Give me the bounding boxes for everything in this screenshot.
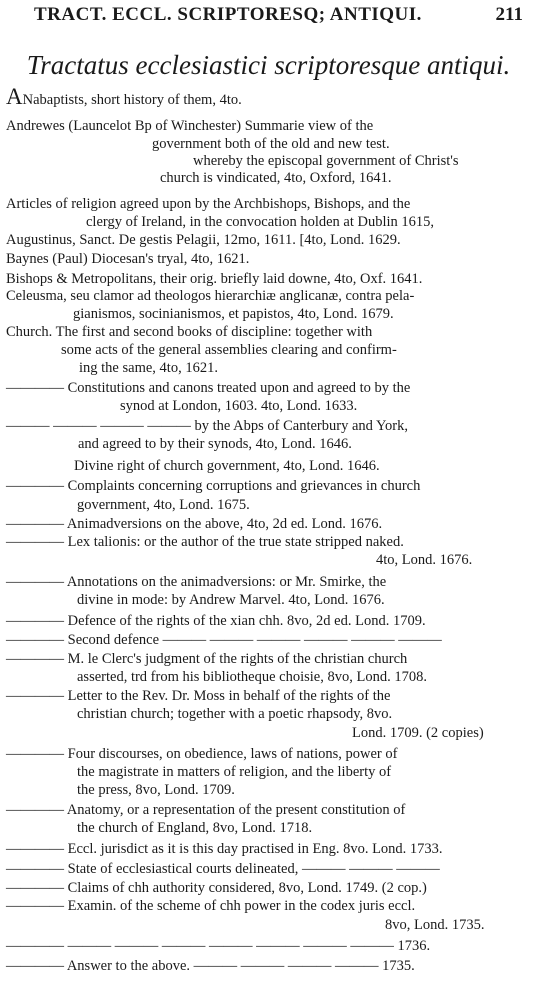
entry-text: Bishops & Metropolitans, their orig. briefly laid downe, 4to, Oxf. 1641. bbox=[6, 271, 423, 287]
entry-line bbox=[73, 306, 394, 323]
entry-text: Lond. 1709. (2 copies) bbox=[352, 725, 484, 741]
entry-line bbox=[6, 841, 443, 858]
entry-line bbox=[6, 478, 420, 495]
entry-line bbox=[6, 898, 415, 915]
entry-line bbox=[6, 651, 407, 668]
entry-text: ———— Constitutions and canons treated upon and agreed to by the bbox=[6, 380, 411, 396]
entry-line bbox=[6, 613, 426, 630]
entry-text: clergy of Ireland, in the convocation holden at Dublin 1615, bbox=[86, 214, 435, 230]
entry-line bbox=[77, 497, 250, 514]
entry-line bbox=[6, 802, 405, 819]
entry-text: synod at London, 1603. 4to, Lond. 1633. bbox=[120, 398, 358, 414]
entry-text: Divine right of church government, 4to, Lond. 1646. bbox=[74, 458, 380, 474]
entry-line bbox=[6, 251, 249, 268]
entry-line bbox=[6, 232, 401, 249]
entry-text: ———— Animadversions on the above, 4to, 2d ed. Lond. 1676. bbox=[6, 516, 383, 532]
entry-line bbox=[352, 725, 484, 742]
entry-text: and agreed to by their synods, 4to, Lond. 1646. bbox=[78, 436, 352, 452]
entry-text: ———— Four discourses, on obedience, laws of nations, power of bbox=[6, 746, 398, 762]
entry-line bbox=[74, 458, 380, 475]
entry-text: the press, 8vo, Lond. 1709. bbox=[77, 782, 235, 798]
entry-line bbox=[6, 688, 390, 705]
entry-text: government, 4to, Lond. 1675. bbox=[77, 497, 250, 513]
entry-text: christian church; together with a poetic rhapsody, 8vo. bbox=[77, 706, 393, 722]
entry-line bbox=[193, 153, 459, 170]
entry-text: ———— Anatomy, or a representation of the present constitution of bbox=[6, 802, 406, 818]
page-number: 211 bbox=[495, 4, 523, 25]
drop-cap: A bbox=[6, 84, 23, 109]
entry-line bbox=[385, 917, 484, 934]
entry-line bbox=[6, 84, 242, 109]
entry-line bbox=[6, 196, 410, 213]
entry-line bbox=[77, 592, 385, 609]
entry-line bbox=[6, 324, 372, 341]
entry-line bbox=[6, 938, 430, 955]
entry-text: the magistrate in matters of religion, and the liberty of bbox=[77, 764, 392, 780]
entry-line bbox=[160, 170, 392, 187]
entry-text: ———— ——— ——— ——— ——— ——— ——— ——— 1736. bbox=[6, 938, 431, 954]
entry-line bbox=[6, 380, 410, 397]
entry-text: 8vo, Lond. 1735. bbox=[385, 917, 485, 933]
entry-line bbox=[77, 706, 392, 723]
entry-line bbox=[77, 764, 391, 781]
entry-text: ———— M. le Clerc's judgment of the rights of the christian church bbox=[6, 651, 408, 667]
entry-text: gianismos, socinianismos, et papistos, 4to, Lond. 1679. bbox=[73, 306, 394, 322]
entry-text: ———— Annotations on the animadversions: or Mr. Smirke, the bbox=[6, 574, 387, 590]
entry-text: 4to, Lond. 1676. bbox=[376, 552, 473, 568]
entry-text: Celeusma, seu clamor ad theologos hierarchiæ anglicanæ, contra pela- bbox=[6, 288, 415, 304]
entry-line bbox=[120, 398, 357, 415]
entry-text: Andrewes (Launcelot Bp of Winchester) Summarie view of the bbox=[6, 118, 374, 134]
entry-line bbox=[6, 534, 404, 551]
entry-text: government both of the old and new test. bbox=[152, 136, 390, 152]
entry-text: ———— Examin. of the scheme of chh power in the codex juris eccl. bbox=[6, 898, 416, 914]
entry-text: Nabaptists, short history of them, 4to. bbox=[22, 92, 242, 108]
entry-line bbox=[6, 288, 414, 305]
entry-line bbox=[6, 880, 427, 897]
entry-text: ———— Letter to the Rev. Dr. Moss in behalf of the rights of the bbox=[6, 688, 391, 704]
entry-line bbox=[6, 746, 397, 763]
entry-text: ———— Complaints concerning corruptions and grievances in church bbox=[6, 478, 421, 494]
entry-text: Augustinus, Sanct. De gestis Pelagii, 12mo, 1611. [4to, Lond. 1629. bbox=[6, 232, 401, 248]
entry-text: ———— State of ecclesiastical courts delineated, ——— ——— ——— bbox=[6, 861, 440, 877]
entry-line bbox=[6, 271, 422, 288]
entry-text: Articles of religion agreed upon by the Archbishops, Bishops, and the bbox=[6, 196, 411, 212]
entry-text: ———— Eccl. jurisdict as it is this day practised in Eng. 8vo. Lond. 1733. bbox=[6, 841, 443, 857]
entry-line bbox=[6, 958, 415, 975]
entry-line bbox=[376, 552, 472, 569]
entry-text: divine in mode: by Andrew Marvel. 4to, Lond. 1676. bbox=[77, 592, 385, 608]
entry-text: ———— Defence of the rights of the xian chh. 8vo, 2d ed. Lond. 1709. bbox=[6, 613, 426, 629]
entry-text: ———— Claims of chh authority considered, 8vo, Lond. 1749. (2 cop.) bbox=[6, 880, 427, 896]
entry-line bbox=[6, 118, 373, 135]
entry-line bbox=[78, 436, 352, 453]
entry-text: asserted, trd from his bibliotheque choisie, 8vo, Lond. 1708. bbox=[77, 669, 427, 685]
entry-text: ———— Lex talionis: or the author of the true state stripped naked. bbox=[6, 534, 404, 550]
running-head-title: TRACT. ECCL. SCRIPTORESQ; ANTIQUI. bbox=[34, 4, 422, 25]
entry-text: ing the same, 4to, 1621. bbox=[79, 360, 218, 376]
entry-line bbox=[77, 782, 235, 799]
entry-line bbox=[152, 136, 390, 153]
entry-line bbox=[61, 342, 397, 359]
entry-text: church is vindicated, 4to, Oxford, 1641. bbox=[160, 170, 392, 186]
entry-line bbox=[6, 418, 408, 435]
entry-line bbox=[6, 861, 440, 878]
entry-text: whereby the episcopal government of Christ's bbox=[193, 153, 459, 169]
entry-text: Church. The first and second books of discipline: together with bbox=[6, 324, 373, 340]
entry-line bbox=[79, 360, 218, 377]
entry-line bbox=[6, 632, 442, 649]
entry-text: ———— Second defence ——— ——— ——— ——— ——— ——— bbox=[6, 632, 442, 648]
entry-line bbox=[6, 516, 382, 533]
entry-line bbox=[6, 574, 386, 591]
entry-text: some acts of the general assemblies clearing and confirm- bbox=[61, 342, 397, 358]
entry-text: the church of England, 8vo, Lond. 1718. bbox=[77, 820, 313, 836]
section-title: Tractatus ecclesiastici scriptoresque antiqui. bbox=[26, 50, 511, 80]
entry-line bbox=[86, 214, 434, 231]
entry-line bbox=[77, 820, 312, 837]
entry-text: ———— Answer to the above. ——— ——— ——— ——— 1735. bbox=[6, 958, 415, 974]
entry-line bbox=[77, 669, 427, 686]
entry-text: Baynes (Paul) Diocesan's tryal, 4to, 1621. bbox=[6, 251, 250, 267]
entry-text: ——— ——— ——— ——— by the Abps of Canterbury and York, bbox=[6, 418, 408, 434]
